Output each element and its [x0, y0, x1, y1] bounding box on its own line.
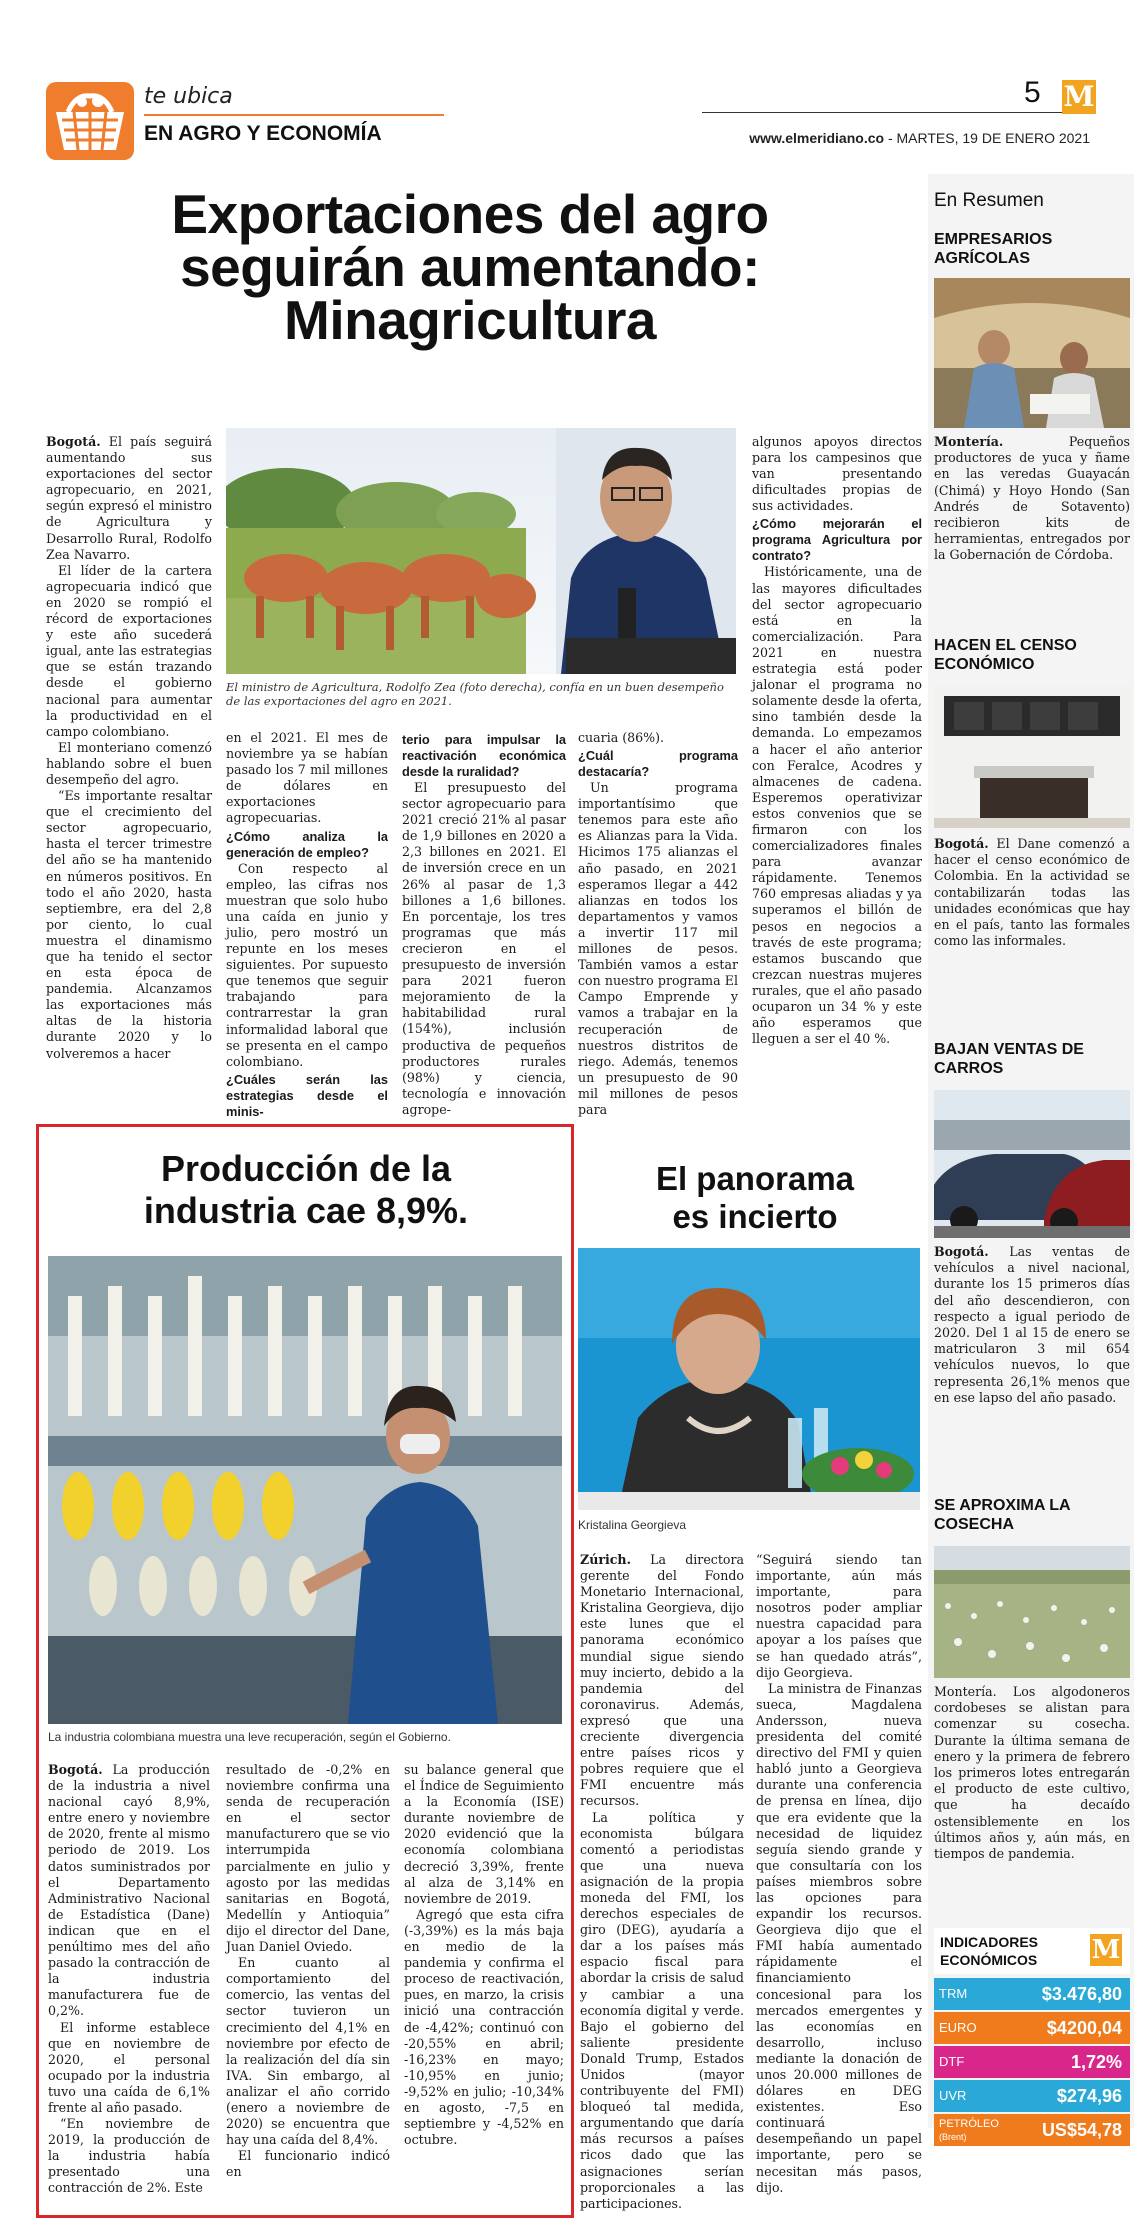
paragraph: algunos apoyos directos para los campesinos que van presentando dificultades propias de sus actividades. — [752, 434, 922, 514]
industria-col-3 — [404, 1762, 564, 2148]
section-header — [44, 80, 444, 160]
industria-headline-line-1: Producción de la — [160, 1148, 452, 1189]
industria-photo-caption: La industria colombiana muestra una leve recuperación, según el Gobierno. — [48, 1730, 451, 1744]
paragraph: El líder de la cartera agropecuaria indicó que en 2020 se rompió el récord de exportaciones y este año sucederá igual, ante las estrategias que se están trazando desde el gobierno nacional para aumentar la productividad en el campo colombiano. — [46, 562, 212, 739]
panorama-col-1 — [580, 1552, 744, 2212]
header-rule — [702, 112, 1078, 113]
kitchen-photo — [934, 686, 1130, 828]
sidebar-item-heading: HACEN EL CENSO ECONÓMICO — [934, 637, 1077, 673]
interview-question: terio para impulsar la reactivación económica desde la ruralidad? — [402, 732, 566, 779]
indicator-value: $4200,04 — [1046, 2018, 1122, 2038]
indicator-row-petroleo — [934, 2114, 1130, 2146]
paragraph: La ministra de Finanzas sueca, Magdalena Andersson, nueva presidenta del comité directivo del FMI y quien habló junto a Georgieva durante una conferencia de prensa en línea, dijo que era evidente que la necesidad de liquidez seguía siendo grande y que consultaría con los países miembros sobre las opciones para expandir los recursos. Georgieva dijo que el FMI había aumentado rápidamente el financiamiento concesional para los mercados emergentes y las economías en desarrollo, incluso mediante la donación de unos 20.000 millones de dólares en DEG existentes. Eso continuará desempeñando un papel importante, pero se necesitan más pasos, dijo. — [756, 1680, 922, 2195]
textile-worker-photo — [48, 1256, 562, 1724]
industria-col-2 — [226, 1762, 390, 2180]
issue-date: - MARTES, 19 DE ENERO 2021 — [887, 130, 1090, 146]
main-photo-caption: El ministro de Agricultura, Rodolfo Zea (foto derecha), confía en un buen desempeño de las exportaciones del agro en 2021. — [226, 680, 724, 708]
paragraph: Con respecto al empleo, las cifras nos muestran que solo hubo una caída en junio y julio, pero mostró un repunte en los meses siguientes. Por supuesto que tenemos que seguir trabajando para contrarrestar la gran informalidad laboral que se presenta en el campo colombiano. — [226, 860, 388, 1069]
indicator-row-dtf — [934, 2046, 1130, 2078]
industria-headline — [50, 1148, 562, 1232]
sidebar-item-text: Bogotá. El Dane comenzó a hacer el censo económico de Colombia. En la actividad se contabilizarán todas las unidades económicas que hay en el país, tanto las formales como las informales. — [934, 836, 1130, 949]
paragraph: “Seguirá siendo tan importante, aún más importante, para nosotros poder ampliar nuestra capacidad para apoyar a los países que se han quedado atrás”, dijo Georgieva. — [756, 1552, 922, 1680]
industria-headline-line-2: industria cae 8,9%. — [143, 1190, 469, 1231]
indicators-logo-icon: M — [1091, 1935, 1121, 1965]
indicator-value: US$54,78 — [1041, 2120, 1122, 2140]
paragraph: Agregó que esta cifra (-3,39%) es la más baja en medio de la pandemia y confirma el proceso de reactivación, pues, en marzo, la crisis inició una contracción de -4,42%; continuó con -20,55% en abril; -16,23% en mayo; -10,95% en junio; -9,52% en julio; -10,34% en agosto, -7,5 en septiembre y -4,52% en octubre. — [404, 1906, 564, 2148]
panorama-headline-line-2: es incierto — [672, 1198, 838, 1235]
georgieva-photo — [578, 1248, 920, 1510]
paragraph: Un programa importantísimo que tenemos para este año es Alianzas para la Vida. Hicimos 175 alianzas el año pasado, en 2021 esperamos llegar a 442 alianzas en todos los departamentos y vamos a invertir 117 mil millones de pesos. También vamos a estar con nuestro programa El Campo Emprende y vamos a trabajar en la recuperación de nuestros distritos de riego. Además, tenemos un presupuesto de 90 mil millones de pesos para — [578, 780, 738, 1117]
indicator-label: PETRÓLEO (Brent) — [939, 2118, 999, 2142]
interview-question: ¿Cómo analiza la generación de empleo? — [226, 828, 388, 860]
section-name: EN AGRO Y ECONOMÍA — [144, 122, 382, 145]
dateline — [720, 130, 1090, 146]
interview-question: ¿Cuál programa destacaría? — [578, 748, 738, 780]
paragraph: “En noviembre de 2019, la producción de la industria había presentado una contracción de 2%. Este — [48, 2116, 210, 2196]
paragraph: en el 2021. El mes de noviembre ya se habían pasado los 7 mil millones de dólares en exportaciones agropecuarias. — [226, 730, 388, 826]
indicator-value: $3.476,80 — [1041, 1984, 1122, 2004]
dateline-place: Bogotá. — [46, 434, 101, 449]
paragraph: “Es importante resaltar que el crecimiento del sector agropecuario, hasta el tercer trimestre del año se ha mantenido en números positivos. En todo el año 2020, hasta septiembre, era del 2,8 por ciento, lo cual muestra el dinamismo que ha tenido el sector en esta época de pandemia. Alcanzamos las exportaciones más altas de la historia durante 2020 y lo volveremos a hacer — [46, 788, 212, 1061]
panorama-col-2 — [756, 1552, 922, 2196]
main-article-col-3 — [402, 730, 566, 1118]
paragraph: En cuanto al comportamiento del comercio, las ventas del sector tuvieron un crecimiento del 4,1% en noviembre por efecto de la realización del día sin IVA. Sin embargo, al analizar el año corrido (enero a noviembre de 2020) se encuentra que hay una caída del 8,4%. — [226, 1955, 390, 2148]
panorama-headline — [580, 1160, 930, 1236]
paragraph: El presupuesto del sector agropecuario para 2021 creció 21% al pasar de 1,9 billones en 2020 a 2,3 billones en 2021. El de inversión crece en un 26% al pasar de 1,3 billones a 1,6 billones. En porcentaje, los tres programas que más crecieron en el presupuesto de inversión para 2021 fueron mejoramiento de la habitabilidad rural (154%), inclusión productiva de pequeños productores rurales (98%) y ciencia, tecnología e innovación agrope- — [402, 780, 566, 1117]
sidebar-item-heading: BAJAN VENTAS DE CARROS — [934, 1041, 1084, 1077]
dateline-place: Bogotá. — [934, 836, 989, 851]
paragraph: cuaria (86%). — [578, 730, 665, 745]
masthead-logo-icon: M — [1063, 80, 1095, 113]
dateline-place: Bogotá. — [934, 1244, 989, 1259]
paragraph: Bogotá. La producción de la industria a nivel nacional cayó 8,9%, entre enero y noviembre de 2020, frente al mismo periodo de 2019. Los datos suministrados por el Departamento Administrativo Nacional de Estadística (Dane) indican que en el penúltimo mes del año pasado la contracción de la industria manufacturera fue de 0,2%. — [48, 1762, 210, 2019]
cars-photo — [934, 1090, 1130, 1238]
main-article-col-1 — [46, 434, 212, 1062]
main-article-col-5 — [752, 434, 922, 1047]
main-headline-line-3: Minagricultura — [284, 289, 656, 351]
paragraph: resultado de -0,2% en noviembre confirma una senda de recuperación en el sector manufacturero que se vio interrumpida parcialmente en julio y agosto por las medidas sanitarias en Bogotá, Medellín y Antioquia” dijo el director del Dane, Juan Daniel Oviedo. — [226, 1762, 390, 1955]
interview-question: ¿Cuáles serán las estrategias desde el minis- — [226, 1071, 388, 1119]
panorama-photo-caption: Kristalina Georgieva — [578, 1518, 687, 1532]
interview-question: ¿Cómo mejorarán el programa Agricultura por contrato? — [752, 516, 922, 564]
indicator-label: UVR — [939, 2088, 967, 2103]
sidebar-item-text: Montería. Pequeños productores de yuca y ñame en las veredas Guayacán (Chimá) y Hoyo Hondo (San Andrés de Sotavento) recibieron kits de herramientas, entregados por la Gobernación de Córdoba. — [934, 434, 1130, 563]
paragraph: El monteriano comenzó hablando sobre el buen desempeño del agro. — [46, 739, 212, 787]
sidebar-item-heading: SE APROXIMA LA COSECHA — [934, 1497, 1071, 1533]
dateline-place: Montería. — [934, 434, 1004, 449]
paragraph: El funcionario indicó en — [226, 2148, 390, 2180]
minister-photo — [226, 428, 736, 674]
page-number: 5 — [1024, 76, 1041, 109]
indicator-row-uvr — [934, 2080, 1130, 2112]
sidebar-item-text: Bogotá. Las ventas de vehículos a nivel nacional, durante los 15 primeros días del año descendieron, con respecto a igual periodo de 2020. Del 1 al 15 de enero se matricularon 3 mil 654 vehículos nuevos, lo que representa 26,1% menos que en ese lapso del año pasado. — [934, 1244, 1130, 1405]
paragraph: Bogotá. El país seguirá aumentando sus exportaciones del sector agropecuario, en 2021, según expresó el ministro de Agricultura y Desarrollo Rural, Rodolfo Zea Navarro. — [46, 434, 212, 562]
indicators-header — [934, 1928, 1130, 1974]
indicators-title-1: INDICADORES — [940, 1934, 1039, 1950]
main-article-col-2 — [226, 730, 388, 1120]
indicator-row-euro — [934, 2012, 1130, 2044]
sidebar-title: En Resumen — [934, 190, 1044, 211]
indicator-value: 1,72% — [1070, 2052, 1122, 2072]
dateline-place: Bogotá. — [48, 1762, 103, 1777]
indicator-label: DTF — [939, 2054, 965, 2069]
main-headline-line-1: Exportaciones del agro — [171, 183, 769, 245]
indicator-label: TRM — [939, 1986, 968, 2001]
paragraph: Históricamente, una de las mayores dificultades del sector agropecuario está en la comercialización. Para 2021 en nuestra estrategia está poder jalonar el programa no solamente desde la oferta, sino también desde la demanda. Lo empezamos a hacer el año anterior con Feralce, Acodres y almacenes de cadena. Esperemos operativizar estos convenios que se firmaron con los comercializadores finales para avanzar rápidamente. Tenemos 760 empresas aliadas y ya superamos el billón de pesos en negocios a través de este programa; estamos buscando que crezcan nuestras mujeres rurales, que el año pasado ocuparon un 34 % y este año esperamos que lleguen a ser el 40 %. — [752, 564, 922, 1047]
indicator-row-trm — [934, 1978, 1130, 2010]
dateline-place: Zúrich. — [580, 1552, 631, 1567]
paragraph: Zúrich. La directora gerente del Fondo Monetario Internacional, Kristalina Georgieva, dijo este lunes que el panorama económico mundial sigue siendo muy incierto, debido a la pandemia del coronavirus. Además, expresó que una creciente divergencia entre países ricos y pobres requiere que el FMI encuentre más recursos. — [580, 1552, 744, 1809]
paragraph: El informe establece que en noviembre de 2020, el personal ocupado por la industria tuvo una caída de 6,1% frente al año pasado. — [48, 2019, 210, 2115]
panorama-headline-line-1: El panorama — [655, 1160, 855, 1197]
site-url[interactable]: www.elmeridiano.co — [749, 130, 885, 146]
paragraph: La política y economista búlgara comentó a periodistas que una nueva asignación de la propia moneda del FMI, los derechos especiales de giro (DEG), ayudaría a dar a los países más espacio fiscal para abordar la crisis de salud y cambiar a una economía digital y verde. Bajo el gobierno del saliente presidente Donald Trump, Estados Unidos (mayor contribuyente del FMI) bloqueó tal medida, argumentando que daría más recursos a países ricos dado que las asignaciones serían proporcionales a las participaciones. — [580, 1809, 744, 2211]
main-headline — [30, 183, 910, 351]
cotton-field-photo — [934, 1546, 1130, 1678]
farmers-photo — [934, 278, 1130, 428]
main-headline-line-2: seguirán aumentando: — [180, 236, 760, 298]
basket-logo-icon — [46, 82, 134, 160]
sidebar-item-text: Montería. Los algodoneros cordobeses se alistan para comenzar su cosecha. Durante la última semana de enero y la primera de febrero los primeros lotes entregarán el producto de este cultivo, que ha decaído ostensiblemente en los últimos años y, aún más, en tiempos de pandemia. — [934, 1684, 1130, 1862]
indicator-value: $274,96 — [1056, 2086, 1122, 2106]
industria-col-1 — [48, 1762, 210, 2197]
tagline-rule — [144, 114, 444, 116]
sidebar-item-heading: EMPRESARIOS AGRÍCOLAS — [934, 231, 1053, 267]
main-article-col-4 — [578, 730, 738, 1118]
section-tagline: te ubica — [144, 84, 233, 109]
paragraph: su balance general que el Índice de Seguimiento a la Economía (ISE) durante noviembre de 2020 evidenció que la economía colombiana decreció 3,39%, frente al alza de 3,14% en noviembre de 2019. — [404, 1762, 564, 1906]
indicators-title-2: ECONÓMICOS — [940, 1952, 1038, 1968]
indicator-label: EURO — [939, 2020, 977, 2035]
